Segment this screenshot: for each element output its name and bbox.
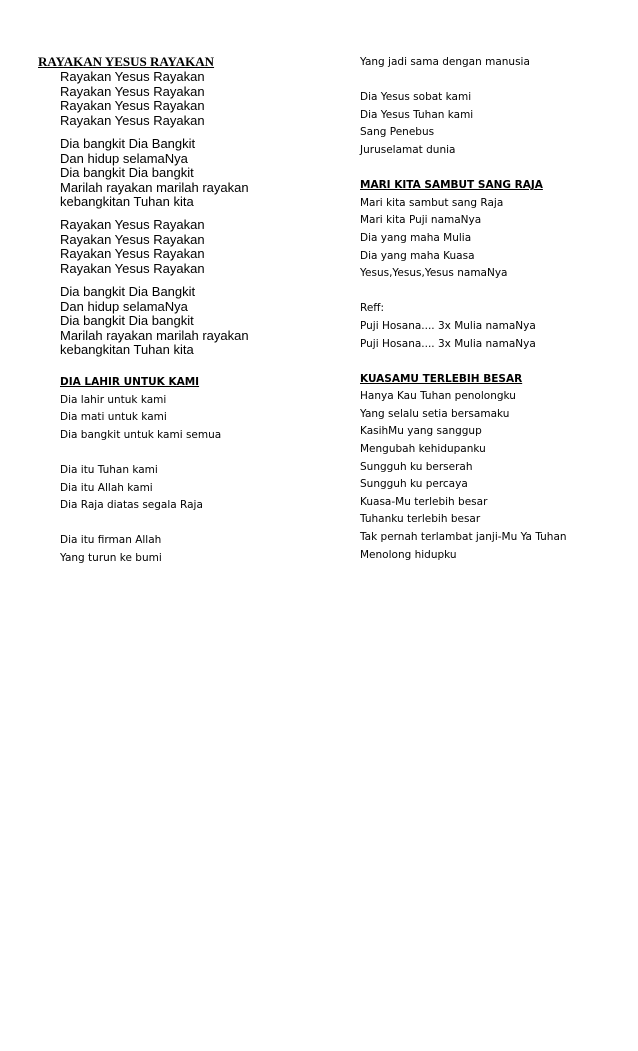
lyric-line: Rayakan Yesus Rayakan — [60, 246, 205, 262]
lyric-line: Kuasa-Mu terlebih besar — [360, 495, 488, 508]
lyric-line: Dia bangkit Dia Bangkit — [60, 284, 196, 299]
lyric-line: KasihMu yang sanggup — [360, 425, 482, 438]
lyric-line: Puji Hosana.... 3x Mulia namaNya — [360, 337, 536, 350]
lyric-line: Mari kita sambut sang Raja — [360, 196, 504, 209]
lyric-line: Dia yang maha Kuasa — [360, 249, 475, 262]
lyric-line: Dia bangkit untuk kami semua — [60, 428, 222, 441]
lyric-line: Yang jadi sama dengan manusia — [360, 56, 530, 68]
lyric-line: Dia yang maha Mulia — [360, 231, 472, 244]
verse-2 — [60, 137, 249, 210]
lyric-line: Marilah rayakan marilah rayakan — [60, 327, 249, 343]
lyric-line: Sungguh ku percaya — [360, 478, 468, 491]
song-dia-lahir — [60, 374, 221, 568]
reff-label: Reff: — [360, 302, 385, 315]
lyric-line: Dia itu firman Allah — [60, 534, 162, 547]
lyric-line: Rayakan Yesus Rayakan — [60, 231, 205, 247]
lyric-line: Dia Yesus sobat kami — [360, 91, 472, 104]
song-title-dia-lahir: DIA LAHIR UNTUK KAMI — [60, 376, 200, 388]
lyric-line: Dia bangkit Dia Bangkit — [60, 136, 196, 151]
lyric-line: Dia itu Allah kami — [60, 481, 153, 494]
lyric-line: Dia Raja diatas segala Raja — [60, 499, 203, 512]
lyric-line: Hanya Kau Tuhan penolongku — [360, 390, 516, 403]
lyric-line: Sungguh ku berserah — [360, 460, 473, 473]
lyric-line: Rayakan Yesus Rayakan — [60, 98, 205, 114]
lyric-line: kebangkitan Tuhan kita — [60, 194, 194, 210]
lyric-line: Sang Penebus — [360, 126, 435, 139]
song-title-rayakan: RAYAKAN YESUS RAYAKAN — [38, 54, 215, 69]
lyric-line: Dan hidup selamaNya — [60, 298, 188, 314]
lyric-line: Dia lahir untuk kami — [60, 393, 167, 406]
lyric-line: Dia Yesus Tuhan kami — [360, 108, 474, 121]
verse-3 — [60, 218, 205, 276]
lyric-line: Dia mati untuk kami — [60, 411, 167, 424]
lyric-line: Menolong hidupku — [360, 548, 457, 561]
lyric-line: Yang selalu setia bersamaku — [360, 407, 510, 420]
song-dia-lahir-continued — [360, 54, 567, 564]
lyric-line: Marilah rayakan marilah rayakan — [60, 179, 249, 195]
verse-4 — [60, 285, 249, 358]
lyric-line: Dan hidup selamaNya — [60, 150, 188, 166]
lyric-line: Yesus,Yesus,Yesus namaNya — [360, 267, 508, 280]
lyric-line: Yang turun ke bumi — [60, 551, 162, 564]
lyric-line: Tuhanku terlebih besar — [360, 513, 481, 526]
lyric-line: Juruselamat dunia — [360, 143, 456, 156]
lyric-line: Mengubah kehidupanku — [360, 443, 486, 456]
lyric-line: Rayakan Yesus Rayakan — [60, 69, 205, 84]
lyric-line: Mari kita Puji namaNya — [360, 214, 482, 227]
lyric-line: Rayakan Yesus Rayakan — [60, 112, 205, 128]
song-title-mari-kita: MARI KITA SAMBUT SANG RAJA — [360, 179, 543, 192]
lyric-line: Dia itu Tuhan kami — [60, 463, 158, 476]
lyric-line: Rayakan Yesus Rayakan — [60, 260, 205, 276]
lyric-line: Tak pernah terlambat janji-Mu Ya Tuhan — [360, 531, 567, 544]
song-title-kuasamu: KUASAMU TERLEBIH BESAR — [360, 372, 523, 385]
lyric-line: Rayakan Yesus Rayakan — [60, 83, 205, 99]
lyric-line: kebangkitan Tuhan kita — [60, 342, 194, 358]
verse-1 — [60, 70, 205, 128]
lyric-line: Dia bangkit Dia bangkit — [60, 313, 194, 329]
lyric-line: Dia bangkit Dia bangkit — [60, 165, 194, 181]
lyric-line: Puji Hosana.... 3x Mulia namaNya — [360, 319, 536, 332]
lyric-line: Rayakan Yesus Rayakan — [60, 217, 205, 232]
